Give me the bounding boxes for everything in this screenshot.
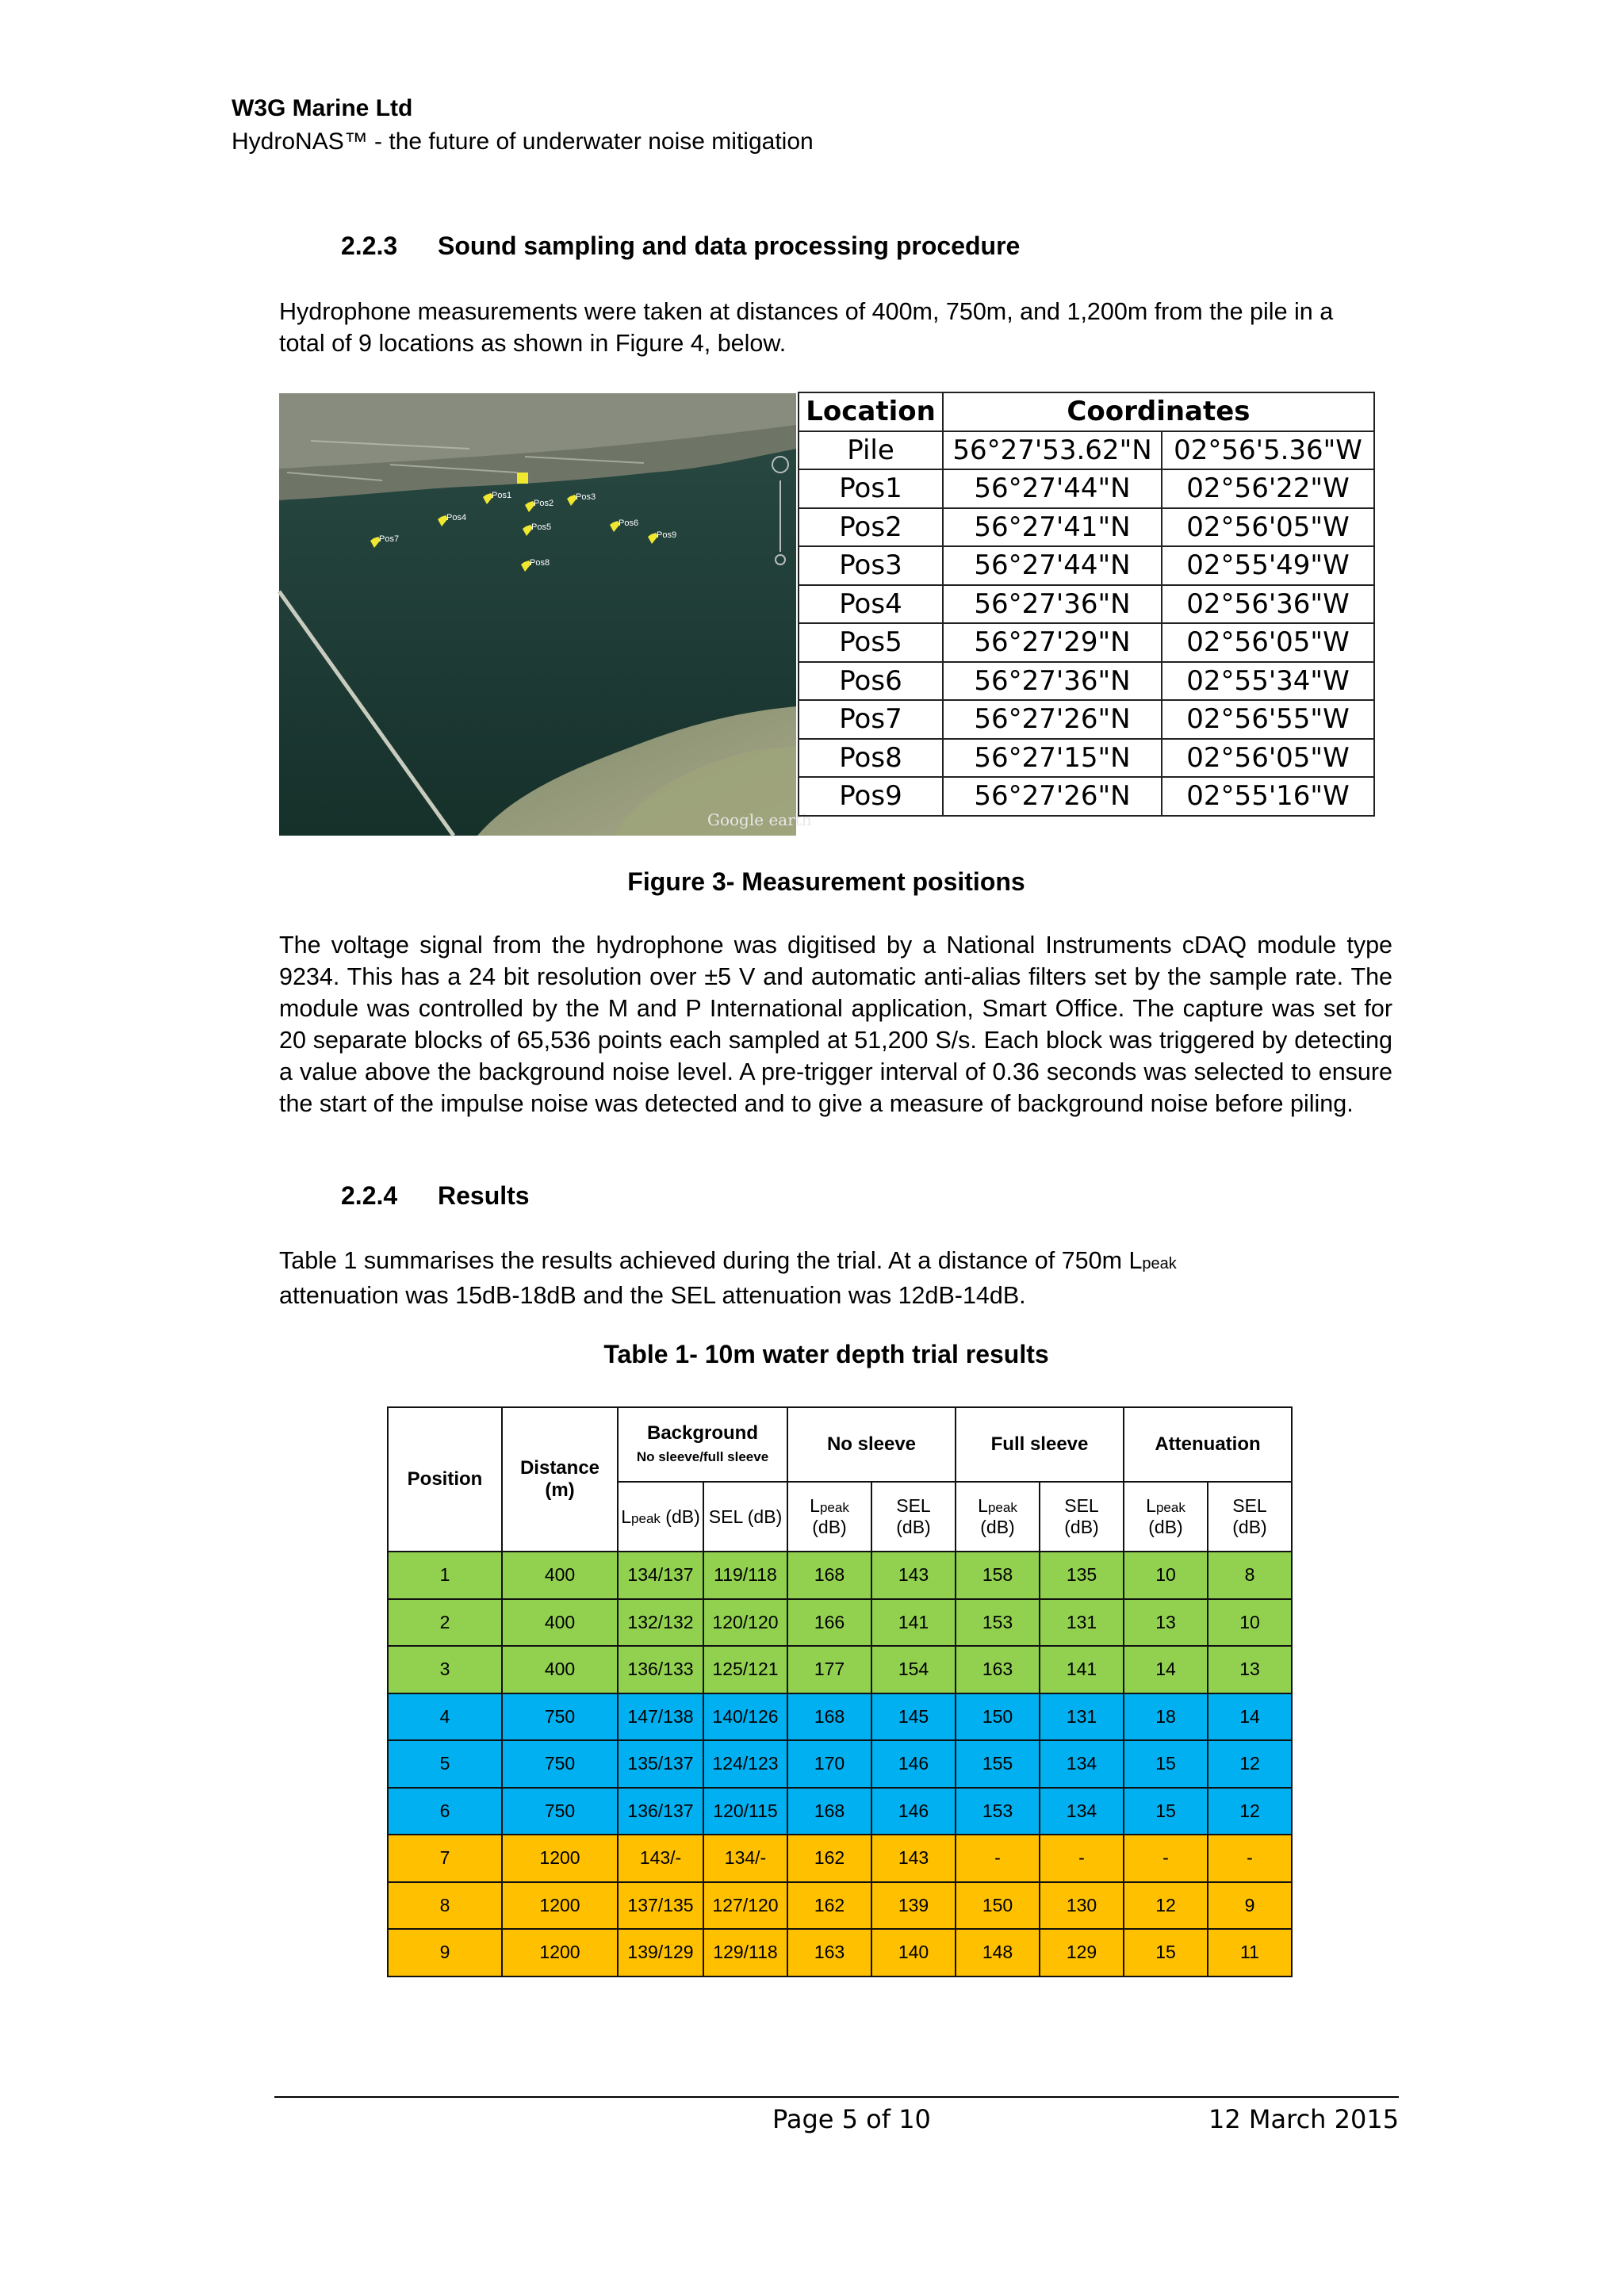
bg-lpeak-cell: 136/133: [618, 1646, 703, 1693]
results-row: [388, 1552, 1292, 1599]
longitude-cell: 02°55'16"W: [1162, 777, 1374, 816]
coordinates-row: [799, 431, 1374, 470]
marker-label: Pos4: [446, 513, 467, 522]
results-text-subscript: peak: [1142, 1255, 1177, 1272]
results-row: [388, 1646, 1292, 1693]
fs-lpeak-cell: 155: [956, 1740, 1040, 1788]
longitude-cell: 02°56'05"W: [1162, 623, 1374, 662]
att-sel-cell: 8: [1208, 1552, 1292, 1599]
latitude-cell: 56°27'36"N: [943, 585, 1162, 624]
coordinates-row: [799, 777, 1374, 816]
section-title: Sound sampling and data processing procedure: [438, 232, 1021, 260]
fs-sel-cell: -: [1040, 1835, 1124, 1882]
section-title: Results: [438, 1181, 530, 1210]
results-row: [388, 1599, 1292, 1647]
results-row: [388, 1929, 1292, 1976]
latitude-cell: 56°27'44"N: [943, 469, 1162, 508]
coordinates-header: Coordinates: [943, 392, 1374, 431]
fs-lpeak-cell: 150: [956, 1882, 1040, 1930]
distance-cell: 400: [502, 1646, 618, 1693]
ns-lpeak-cell: 163: [787, 1929, 871, 1976]
distance-cell: 400: [502, 1599, 618, 1647]
att-lpeak-cell: 18: [1124, 1693, 1208, 1741]
position-cell: 8: [388, 1882, 502, 1930]
latitude-cell: 56°27'26"N: [943, 777, 1162, 816]
position-header: Position: [388, 1407, 502, 1552]
location-cell: Pos8: [799, 739, 943, 778]
results-row: [388, 1740, 1292, 1788]
bg-lpeak-cell: 132/132: [618, 1599, 703, 1647]
att-lpeak-cell: 13: [1124, 1599, 1208, 1647]
google-earth-watermark: Google earth: [707, 810, 812, 829]
results-text-a: Table 1 summarises the results achieved during the trial. At a distance of 750m L: [279, 1247, 1143, 1274]
fs-sel-cell: 141: [1040, 1646, 1124, 1693]
latitude-cell: 56°27'29"N: [943, 623, 1162, 662]
position-cell: 1: [388, 1552, 502, 1599]
no-sleeve-header: No sleeve: [787, 1407, 956, 1482]
att-lpeak-cell: 15: [1124, 1788, 1208, 1835]
results-table: [387, 1406, 1293, 1977]
att-sel-cell: 9: [1208, 1882, 1292, 1930]
daq-paragraph: The voltage signal from the hydrophone was digitised by a National Instruments cDAQ module type 9234. This has a 24 bit resolution over ±5 V and automatic anti-alias filters set by the sample rate. The module was controlled by the M and P International application, Smart Office. The capture was set for 20 separate blocks of 65,536 points each sampled at 51,200 S/s. Each block was triggered by detecting a value above the background noise level. A pre-trigger interval of 0.36 seconds was selected to ensure the start of the impulse noise was detected and to give a measure of background noise before piling.: [279, 932, 1392, 1117]
coordinates-row: [799, 508, 1374, 547]
ns-sel-cell: 145: [871, 1693, 956, 1741]
att-sel-header: SEL (dB): [1208, 1482, 1292, 1552]
location-cell: Pos4: [799, 585, 943, 624]
coordinates-table: [798, 392, 1375, 817]
distance-cell: 1200: [502, 1929, 618, 1976]
distance-label: Distance: [519, 1457, 600, 1479]
coordinates-row: [799, 739, 1374, 778]
results-row: [388, 1882, 1292, 1930]
position-cell: 5: [388, 1740, 502, 1788]
fs-lpeak-cell: 150: [956, 1693, 1040, 1741]
bg-sel-cell: 119/118: [703, 1552, 787, 1599]
pile-marker: [517, 473, 528, 484]
position-cell: 9: [388, 1929, 502, 1976]
distance-cell: 1200: [502, 1835, 618, 1882]
attenuation-header: Attenuation: [1124, 1407, 1292, 1482]
distance-unit: (m): [545, 1479, 575, 1501]
ns-sel-header: SEL (dB): [871, 1482, 956, 1552]
location-cell: Pos2: [799, 508, 943, 547]
bg-lpeak-header: Lpeak (dB): [618, 1482, 703, 1552]
att-sel-cell: 12: [1208, 1740, 1292, 1788]
location-cell: Pos3: [799, 546, 943, 585]
position-cell: 6: [388, 1788, 502, 1835]
results-header-row-1: [388, 1407, 1292, 1482]
position-cell: 4: [388, 1693, 502, 1741]
fs-sel-cell: 134: [1040, 1788, 1124, 1835]
marker-label: Pos6: [619, 519, 639, 528]
ns-lpeak-cell: 170: [787, 1740, 871, 1788]
ns-lpeak-cell: 168: [787, 1552, 871, 1599]
satellite-map: [279, 393, 812, 836]
company-name: W3G Marine Ltd: [232, 95, 413, 121]
marker-label: Pos3: [576, 492, 596, 502]
latitude-cell: 56°27'41"N: [943, 508, 1162, 547]
document-tagline: HydroNAS™ - the future of underwater noise mitigation: [232, 128, 814, 155]
longitude-cell: 02°56'05"W: [1162, 739, 1374, 778]
location-cell: Pos9: [799, 777, 943, 816]
marker-label: Pos5: [531, 522, 552, 532]
location-header: Location: [799, 392, 943, 431]
background-label: Background: [646, 1422, 758, 1444]
att-lpeak-cell: 12: [1124, 1882, 1208, 1930]
fs-sel-cell: 135: [1040, 1552, 1124, 1599]
att-sel-cell: 14: [1208, 1693, 1292, 1741]
latitude-cell: 56°27'36"N: [943, 662, 1162, 701]
marker-label: Pos8: [530, 558, 550, 568]
page-number: Page 5 of 10: [772, 2104, 931, 2134]
distance-cell: 1200: [502, 1882, 618, 1930]
att-sel-cell: 11: [1208, 1929, 1292, 1976]
longitude-cell: 02°56'22"W: [1162, 469, 1374, 508]
position-cell: 2: [388, 1599, 502, 1647]
figure-caption: Figure 3- Measurement positions: [627, 867, 1025, 896]
location-cell: Pos6: [799, 662, 943, 701]
marker-label: Pos1: [492, 491, 512, 500]
coordinates-row: [799, 585, 1374, 624]
intro-paragraph: Hydrophone measurements were taken at distances of 400m, 750m, and 1,200m from the pile in a total of 9 locations as shown in Figure 4, below.: [279, 298, 1334, 357]
fs-lpeak-cell: 158: [956, 1552, 1040, 1599]
bg-sel-cell: 125/121: [703, 1646, 787, 1693]
section-number: 2.2.3: [341, 232, 398, 260]
bg-sel-cell: 134/-: [703, 1835, 787, 1882]
footer-rule: [274, 2096, 1399, 2098]
section-heading-2-2-3: [341, 232, 1020, 261]
att-lpeak-cell: -: [1124, 1835, 1208, 1882]
fs-lpeak-cell: -: [956, 1835, 1040, 1882]
ns-sel-cell: 143: [871, 1552, 956, 1599]
bg-lpeak-cell: 134/137: [618, 1552, 703, 1599]
longitude-cell: 02°56'05"W: [1162, 508, 1374, 547]
coordinates-row: [799, 662, 1374, 701]
latitude-cell: 56°27'53.62"N: [943, 431, 1162, 470]
att-lpeak-cell: 15: [1124, 1740, 1208, 1788]
att-sel-cell: 12: [1208, 1788, 1292, 1835]
ns-sel-cell: 140: [871, 1929, 956, 1976]
longitude-cell: 02°56'55"W: [1162, 700, 1374, 739]
results-row: [388, 1835, 1292, 1882]
longitude-cell: 02°55'34"W: [1162, 662, 1374, 701]
coordinates-header-row: [799, 392, 1374, 431]
ns-sel-cell: 139: [871, 1882, 956, 1930]
bg-sel-cell: 120/115: [703, 1788, 787, 1835]
section-heading-2-2-4: [341, 1181, 530, 1211]
bg-sel-cell: 129/118: [703, 1929, 787, 1976]
bg-lpeak-cell: 137/135: [618, 1882, 703, 1930]
distance-cell: 750: [502, 1740, 618, 1788]
coordinates-row: [799, 623, 1374, 662]
ns-sel-cell: 146: [871, 1788, 956, 1835]
bg-lpeak-cell: 147/138: [618, 1693, 703, 1741]
coordinates-row: [799, 469, 1374, 508]
marker-label: Pos9: [657, 530, 677, 540]
bg-lpeak-cell: 135/137: [618, 1740, 703, 1788]
fs-sel-cell: 129: [1040, 1929, 1124, 1976]
ns-sel-cell: 143: [871, 1835, 956, 1882]
longitude-cell: 02°56'5.36"W: [1162, 431, 1374, 470]
bg-sel-cell: 127/120: [703, 1882, 787, 1930]
ns-lpeak-cell: 168: [787, 1788, 871, 1835]
ns-lpeak-cell: 162: [787, 1835, 871, 1882]
ns-sel-cell: 154: [871, 1646, 956, 1693]
fs-sel-cell: 130: [1040, 1882, 1124, 1930]
results-paragraph: [279, 1245, 1373, 1311]
location-cell: Pos1: [799, 469, 943, 508]
marker-label: Pos7: [379, 534, 400, 544]
bg-lpeak-cell: 136/137: [618, 1788, 703, 1835]
background-sublabel: No sleeve/full sleeve: [636, 1449, 769, 1464]
coordinates-row: [799, 546, 1374, 585]
distance-header: [502, 1407, 618, 1552]
att-lpeak-cell: 10: [1124, 1552, 1208, 1599]
att-sel-cell: 13: [1208, 1646, 1292, 1693]
bg-lpeak-cell: 143/-: [618, 1835, 703, 1882]
distance-cell: 750: [502, 1788, 618, 1835]
fs-lpeak-cell: 153: [956, 1788, 1040, 1835]
results-row: [388, 1693, 1292, 1741]
att-sel-cell: -: [1208, 1835, 1292, 1882]
coordinates-row: [799, 700, 1374, 739]
ns-lpeak-cell: 177: [787, 1646, 871, 1693]
position-cell: 7: [388, 1835, 502, 1882]
latitude-cell: 56°27'26"N: [943, 700, 1162, 739]
att-lpeak-cell: 15: [1124, 1929, 1208, 1976]
bg-sel-cell: 120/120: [703, 1599, 787, 1647]
longitude-cell: 02°56'36"W: [1162, 585, 1374, 624]
location-cell: Pos7: [799, 700, 943, 739]
bg-lpeak-cell: 139/129: [618, 1929, 703, 1976]
att-lpeak-cell: 14: [1124, 1646, 1208, 1693]
distance-cell: 400: [502, 1552, 618, 1599]
ns-sel-cell: 146: [871, 1740, 956, 1788]
att-sel-cell: 10: [1208, 1599, 1292, 1647]
section-number: 2.2.4: [341, 1181, 398, 1210]
table-caption: Table 1- 10m water depth trial results: [603, 1340, 1049, 1368]
results-text-b: attenuation was 15dB-18dB and the SEL attenuation was 12dB-14dB.: [279, 1282, 1026, 1309]
results-row: [388, 1788, 1292, 1835]
distance-cell: 750: [502, 1693, 618, 1741]
fs-sel-header: SEL (dB): [1040, 1482, 1124, 1552]
fs-sel-cell: 131: [1040, 1599, 1124, 1647]
ns-lpeak-cell: 168: [787, 1693, 871, 1741]
ns-sel-cell: 141: [871, 1599, 956, 1647]
fs-lpeak-cell: 163: [956, 1646, 1040, 1693]
ns-lpeak-header: Lpeak (dB): [787, 1482, 871, 1552]
document-date: 12 March 2015: [1208, 2104, 1400, 2134]
marker-label: Pos2: [534, 499, 554, 508]
latitude-cell: 56°27'15"N: [943, 739, 1162, 778]
ns-lpeak-cell: 162: [787, 1882, 871, 1930]
background-header: [618, 1407, 787, 1482]
bg-sel-cell: 124/123: [703, 1740, 787, 1788]
bg-sel-cell: 140/126: [703, 1693, 787, 1741]
bg-sel-header: SEL (dB): [703, 1482, 787, 1552]
full-sleeve-header: Full sleeve: [956, 1407, 1124, 1482]
location-cell: Pos5: [799, 623, 943, 662]
fs-sel-cell: 134: [1040, 1740, 1124, 1788]
fs-lpeak-header: Lpeak (dB): [956, 1482, 1040, 1552]
att-lpeak-header: Lpeak (dB): [1124, 1482, 1208, 1552]
position-cell: 3: [388, 1646, 502, 1693]
ns-lpeak-cell: 166: [787, 1599, 871, 1647]
fs-lpeak-cell: 153: [956, 1599, 1040, 1647]
location-cell: Pile: [799, 431, 943, 470]
latitude-cell: 56°27'44"N: [943, 546, 1162, 585]
fs-lpeak-cell: 148: [956, 1929, 1040, 1976]
longitude-cell: 02°55'49"W: [1162, 546, 1374, 585]
fs-sel-cell: 131: [1040, 1693, 1124, 1741]
